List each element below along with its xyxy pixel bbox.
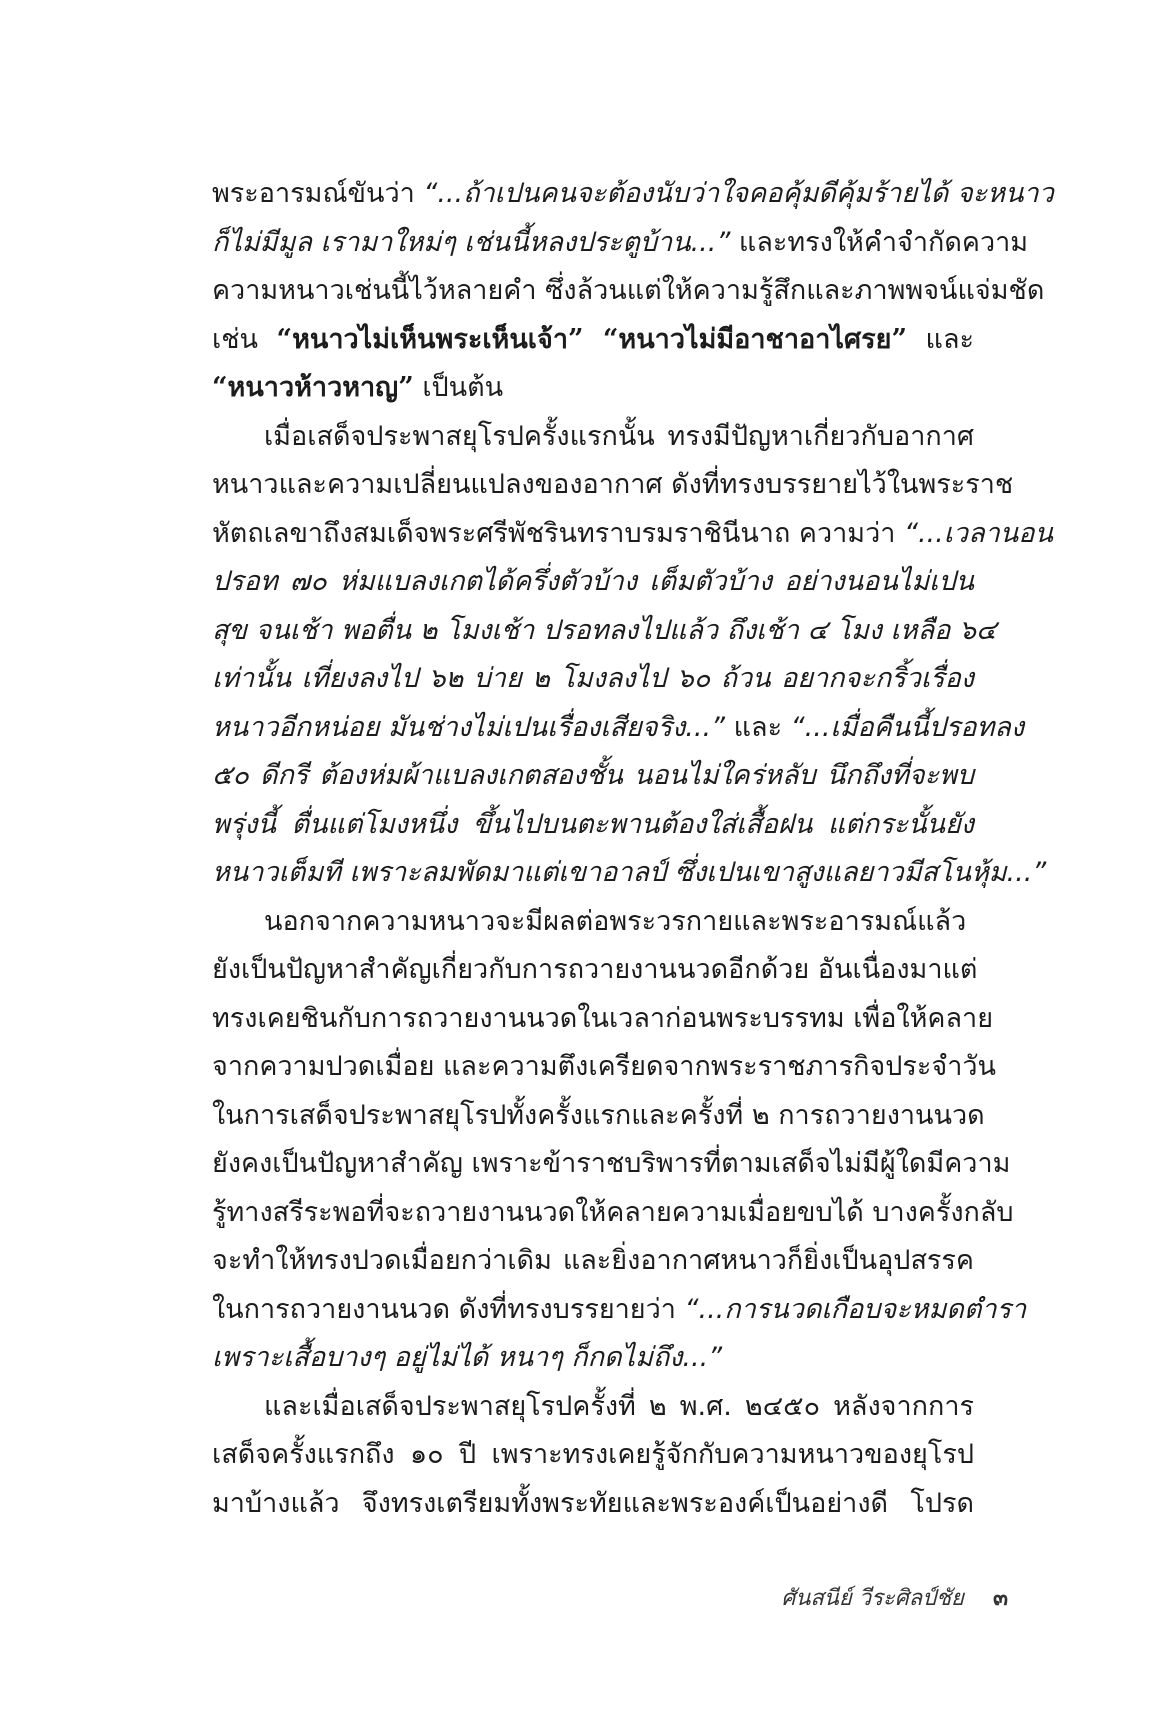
text-line [212, 1237, 974, 1286]
italic-quote: เพราะเสื้อบางๆ อยู่ไม่ได้ หนาๆ ก็กดไม่ถึง...” [212, 1342, 723, 1373]
text-line [212, 801, 974, 850]
text-segment: และ [725, 711, 791, 743]
italic-quote: ก็ไม่มีมูล เรามาใหม่ๆ เช่นนี้หลงประตูบ้าน...” [212, 226, 731, 258]
italic-quote: หนาวอีกหน่อย มันช่างไม่เปนเรื่องเสียจริง...” [212, 711, 726, 743]
text-segment: เสด็จครั้งแรกถึง ๑๐ ปี เพราะทรงเคยรู้จักกับความหนาวของยุโรป [212, 1439, 974, 1470]
text-line [212, 219, 1029, 268]
text-line [212, 946, 978, 995]
bold-text: “หนาวไม่เห็นพระเห็นเจ้า” “หนาวไม่มีอาชาอาไศรย” [276, 323, 907, 355]
italic-quote: พรุ่งนี้ ตื่นแต่โมงหนึ่ง ขึ้นไปบนตะพานต้องใส่เสื้อฝน แต่กระนั้นยัง [212, 808, 974, 840]
text-segment: จากความปวดเมื่อย และความตึงเครียดจากพระราชภารกิจประจำวัน [212, 1051, 996, 1082]
text-line [212, 1334, 974, 1383]
text-segment: เมื่อเสด็จประพาสยุโรปครั้งแรกนั้น ทรงมีปัญหาเกี่ยวกับอากาศ [264, 420, 974, 452]
text-segment: และ [907, 323, 974, 355]
text-segment: ความหนาวเช่นนี้ไว้หลายคำ ซึ่งล้วนแต่ให้ความรู้สึกและภาพพจน์แจ่มชัด [212, 275, 1045, 306]
italic-quote: สุข จนเช้า พอตื่น ๒ โมงเช้า ปรอทลงไปแล้ว ถึงเช้า ๔ โมง เหลือ ๖๔ [212, 614, 997, 646]
text-line [212, 607, 997, 656]
italic-quote: ปรอท ๗๐ ห่มแบลงเกตได้ครึ่งตัวบ้าง เต็มตัวบ้าง อย่างนอนไม่เปน [212, 566, 974, 597]
text-line [212, 898, 974, 947]
text-line [212, 364, 974, 413]
bold-text: “หนาวห้าวหาญ” [212, 372, 414, 403]
text-line [212, 752, 974, 801]
text-line [212, 1189, 1014, 1238]
text-segment: ยังคงเป็นปัญหาสำคัญ เพราะข้าราชบริพารที่ตามเสด็จไม่มีผู้ใดมีความ [212, 1148, 1011, 1179]
page-number: ๓ [992, 1586, 1008, 1611]
text-line [212, 1480, 974, 1529]
text-segment: ในการเสด็จประพาสยุโรปทั้งครั้งแรกและครั้งที่ ๒ การถวายงานนวด [212, 1099, 985, 1131]
text-segment: หนาวและความเปลี่ยนแปลงของอากาศ ดังที่ทรงบรรยายไว้ในพระราช [212, 469, 1014, 500]
text-line [212, 1286, 1027, 1335]
text-segment: จะทำให้ทรงปวดเมื่อยกว่าเดิม และยิ่งอากาศหนาวก็ยิ่งเป็นอุปสรรค [212, 1245, 974, 1276]
text-line [212, 1092, 985, 1141]
text-line [212, 510, 1053, 559]
text-line [212, 849, 1047, 898]
text-line [212, 170, 1054, 219]
text-line [212, 316, 974, 365]
footer-author: ศันสนีย์ วีระศิลป์ชัย [781, 1586, 964, 1611]
italic-quote: ๕๐ ดีกรี ต้องห่มผ้าแบลงเกตสองชั้น นอนไม่ใคร่หลับ นึกถึงที่จะพบ [212, 760, 974, 791]
text-segment: และทรงให้คำจำกัดความ [730, 226, 1029, 258]
text-line [212, 558, 974, 607]
text-segment: หัตถเลขาถึงสมเด็จพระศรีพัชรินทราบรมราชินีนาถ ความว่า [212, 517, 904, 549]
text-segment: รู้ทางสรีระพอที่จะถวายงานนวดให้คลายความเมื่อยขบได้ บางครั้งกลับ [212, 1196, 1014, 1228]
text-line [212, 655, 974, 704]
italic-quote: “...เมื่อคืนนี้ปรอทลง [790, 711, 1025, 743]
italic-quote: “...เวลานอน [903, 517, 1053, 549]
italic-quote: หนาวเต็มที เพราะลมพัดมาแต่เขาอาลป์ ซึ่งเปนเขาสูงแลยาวมีสโนหุ้ม...” [212, 857, 1047, 888]
text-line [212, 461, 1014, 510]
text-segment: มาบ้างแล้ว จึงทรงเตรียมทั้งพระทัยและพระองค์เป็นอย่างดี โปรด [212, 1487, 974, 1519]
text-segment: ยังเป็นปัญหาสำคัญเกี่ยวกับการถวายงานนวดอีกด้วย อันเนื่องมาแต่ [212, 954, 978, 985]
text-line [212, 413, 974, 462]
body-text [212, 170, 1054, 1528]
text-line [212, 1383, 974, 1432]
text-segment: พระอารมณ์ขันว่า [212, 178, 424, 209]
text-segment: ทรงเคยชินกับการถวายงานนวดในเวลาก่อนพระบรรทม เพื่อให้คลาย [212, 1002, 994, 1034]
text-line [212, 1140, 1011, 1189]
text-segment: นอกจากความหนาวจะมีผลต่อพระวรกายและพระอารมณ์แล้ว [264, 905, 967, 937]
italic-quote: เท่านั้น เที่ยงลงไป ๖๒ บ่าย ๒ โมงลงไป ๖๐ ถ้วน อยากจะกริ้วเรื่อง [212, 663, 974, 694]
text-line [212, 267, 1045, 316]
italic-quote: “...ถ้าเปนคนจะต้องนับว่าใจคอคุ้มดีคุ้มร้ายได้ จะหนาว [423, 178, 1054, 209]
text-line [212, 1431, 974, 1480]
text-segment: ในการถวายงานนวด ดังที่ทรงบรรยายว่า [212, 1293, 685, 1325]
italic-quote: “...การนวดเกือบจะหมดตำรา [684, 1293, 1027, 1325]
text-segment: และเมื่อเสด็จประพาสยุโรปครั้งที่ ๒ พ.ศ. ๒๔๕๐ หลังจากการ [264, 1390, 974, 1422]
text-line [212, 704, 1025, 753]
text-line [212, 1043, 996, 1092]
text-line [212, 995, 994, 1044]
page-footer [781, 1580, 1008, 1615]
text-segment: เป็นต้น [413, 372, 504, 403]
text-segment: เช่น [212, 323, 277, 355]
